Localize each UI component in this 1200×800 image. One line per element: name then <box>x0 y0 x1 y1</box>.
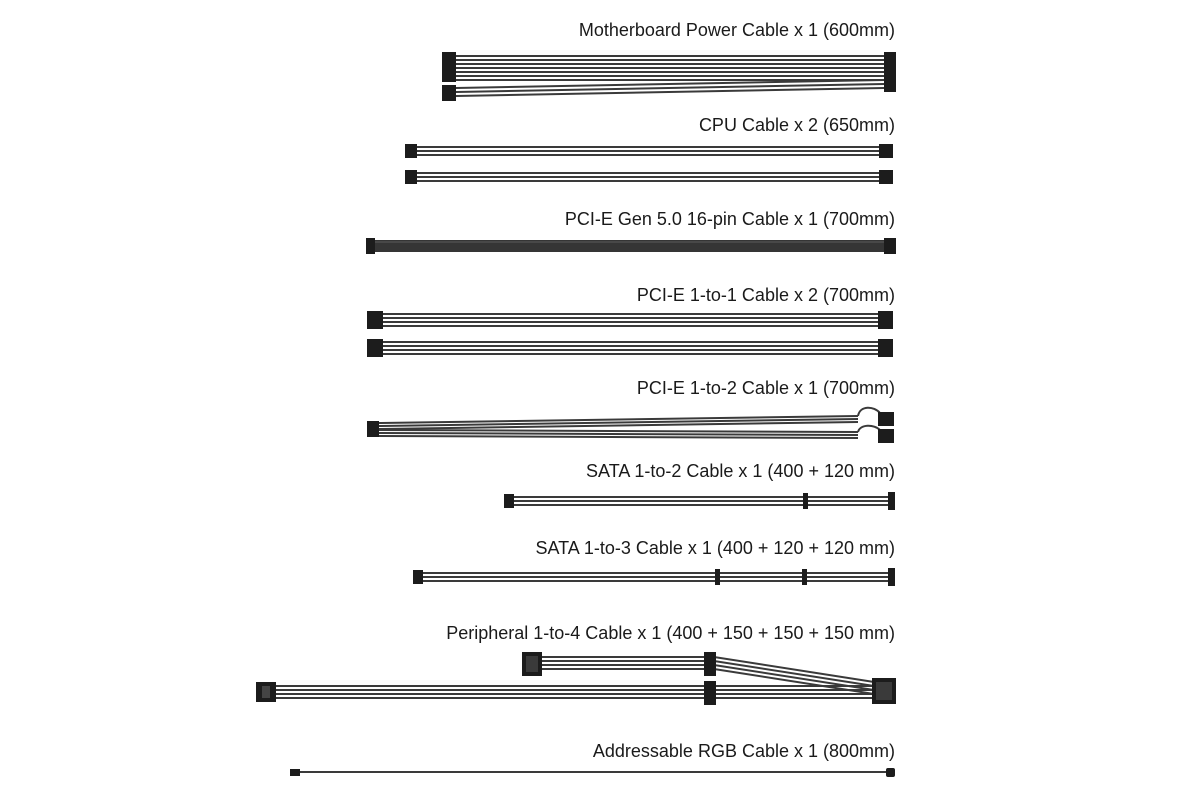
pcie-connector-icon <box>367 421 379 437</box>
argb-connector-icon <box>886 768 895 777</box>
molex-connector-icon <box>704 652 716 676</box>
cpu-connector-icon <box>405 144 417 158</box>
motherboard-connector-icon <box>442 52 456 82</box>
cpu-connector-icon <box>879 144 893 158</box>
sata-1to3-cable-image <box>413 568 895 586</box>
argb-cable-label: Addressable RGB Cable x 1 (800mm) <box>592 741 895 761</box>
pcie-connector-icon <box>878 311 893 329</box>
sata-1to2-cable-image <box>504 492 895 510</box>
motherboard-cable-label: Motherboard Power Cable x 1 (600mm) <box>578 20 895 40</box>
argb-connector-icon <box>290 769 300 776</box>
sata-connector-icon <box>888 568 895 586</box>
pcie-16pin-connector-icon <box>884 238 896 254</box>
sata-connector-icon <box>803 493 808 509</box>
sata-connector-icon <box>504 494 514 508</box>
sata-connector-icon <box>802 569 807 585</box>
motherboard-cable-image <box>442 52 896 101</box>
pcie-gen5-cable-image <box>366 238 896 254</box>
pcie-gen5-cable-label: PCI-E Gen 5.0 16-pin Cable x 1 (700mm) <box>564 209 895 229</box>
molex-connector-icon <box>704 681 716 705</box>
peripheral-1to4-cable-image <box>256 652 896 705</box>
pcie-1to1-cable-image <box>367 311 893 357</box>
pcie-connector-icon <box>878 429 894 443</box>
sata-connector-icon <box>413 570 423 584</box>
pcie-connector-icon <box>367 311 383 329</box>
pcie-1to2-cable-label: PCI-E 1-to-2 Cable x 1 (700mm) <box>636 378 895 398</box>
sata-connector-icon <box>888 492 895 510</box>
cpu-cable-label: CPU Cable x 2 (650mm) <box>698 115 895 135</box>
argb-cable-image <box>290 768 895 777</box>
sata-connector-icon <box>715 569 720 585</box>
motherboard-connector-icon <box>442 85 456 101</box>
cpu-connector-icon <box>405 170 417 184</box>
pcie-1to2-cable-image <box>367 408 894 443</box>
motherboard-connector-icon <box>884 52 896 92</box>
pcie-connector-icon <box>878 339 893 357</box>
pcie-16pin-connector-icon <box>366 238 375 254</box>
cpu-cable-image <box>405 144 893 184</box>
pcie-connector-icon <box>367 339 383 357</box>
pcie-connector-icon <box>878 412 894 426</box>
sata-1to3-cable-label: SATA 1-to-3 Cable x 1 (400 + 120 + 120 mm) <box>535 538 895 558</box>
pcie-1to1-cable-label: PCI-E 1-to-1 Cable x 2 (700mm) <box>636 285 895 305</box>
cpu-connector-icon <box>879 170 893 184</box>
sata-1to2-cable-label: SATA 1-to-2 Cable x 1 (400 + 120 mm) <box>586 461 895 481</box>
peripheral-1to4-cable-label: Peripheral 1-to-4 Cable x 1 (400 + 150 + 150 + 150 mm) <box>446 623 895 643</box>
